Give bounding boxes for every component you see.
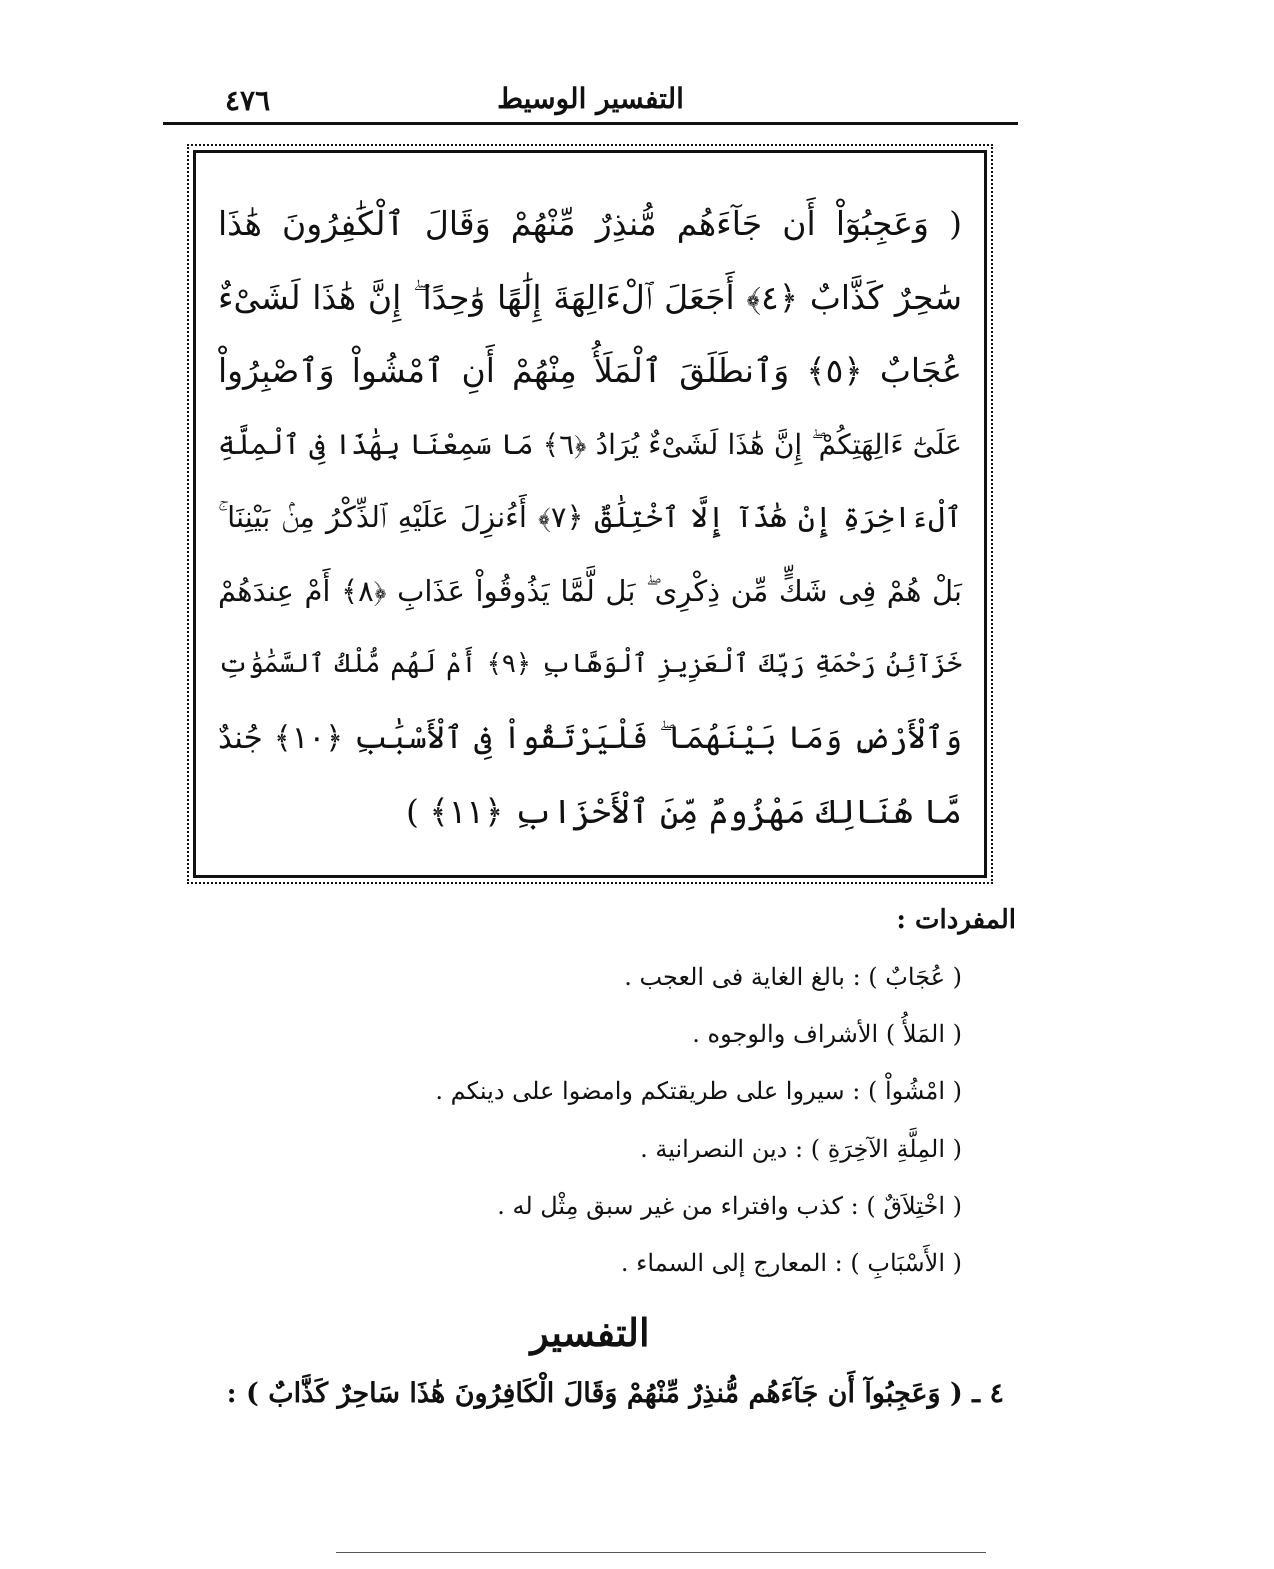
verse-lines <box>218 187 962 849</box>
vocabulary-heading: المفردات : <box>896 905 1016 935</box>
vocabulary-item: ( امْشُواْ ) : سيروا على طريقتكم وامضوا على دينكم . <box>435 1077 962 1106</box>
verse-line: بَلْ هُمْ فِى شَكٍّ مِّن ذِكْرِى ۖ بَل لَّمَّا يَذُوقُواْ عَذَابِ ﴿٨﴾ أَمْ عِندَهُمْ <box>218 573 963 608</box>
verse-line: مَّا هُنَالِكَ مَهْزُومٌ مِّنَ ٱلْأَحْزَابِ ﴿١١﴾ ) <box>406 792 962 831</box>
verse-line: خَزَآئِنُ رَحْمَةِ رَبِّكَ ٱلْعَزِيزِ ٱلْوَهَّابِ ﴿٩﴾ أَمْ لَهُم مُّلْكُ ٱلسَّمَٰوَٰتِ <box>218 649 963 679</box>
footer-divider <box>336 1552 986 1553</box>
verse-line: وَٱلْأَرْضِ وَمَا بَيْنَهُمَا ۖ فَلْيَرْتَقُواْ فِى ٱلْأَسْبَٰبِ ﴿١٠﴾ جُندٌ <box>218 719 962 756</box>
verse-line: ٱلْءَاخِرَةِ إِنْ هَٰذَآ إِلَّا ٱخْتِلَٰقٌ ﴿٧﴾ أَءُنزِلَ عَلَيْهِ ٱلذِّكْرُ مِنۢ بَيْنِنَا ۚ <box>218 500 963 534</box>
verse-line: عُجَابٌ ﴿٥﴾ وَٱنطَلَقَ ٱلْمَلَأُ مِنْهُمْ أَنِ ٱمْشُواْ وَٱصْبِرُواْ <box>218 351 962 390</box>
commentary-title: التفسير <box>530 1310 650 1355</box>
running-title: التفسير الوسيط <box>497 82 684 115</box>
verse-line: عَلَىٰٓ ءَالِهَتِكُمْ ۖ إِنَّ هَٰذَا لَشَىْءٌ يُرَادُ ﴿٦﴾ مَا سَمِعْنَا بِهَٰذَا فِى ٱلْمِلَّةِ <box>218 427 962 461</box>
vocabulary-item: ( عُجَابٌ ) : بالغ الغاية فى العجب . <box>624 963 962 991</box>
vocabulary-list <box>262 955 962 1298</box>
page-number: ٤٧٦ <box>225 84 271 117</box>
vocabulary-item: ( الأَسْبَابِ ) : المعارج إلى السماء . <box>620 1248 962 1277</box>
vocabulary-item: ( اخْتِلاَقٌ ) : كذب وافتراء من غير سبق مِثْل له . <box>497 1191 962 1220</box>
commentary-first-line: ٤ ـ ( وَعَجِبُوآ أَن جَآءَهُم مُّنذِرٌ مِّنْهُمْ وَقَالَ الْكَافِرُونَ هَٰذَا سَاحِرٌ كَذَّابٌ ) : <box>226 1378 1004 1409</box>
vocabulary-item: ( المَلأُ ) الأشراف والوجوه . <box>692 1020 962 1049</box>
page-header <box>163 78 1018 125</box>
verse-line: سَٰحِرٌ كَذَّابٌ ﴿٤﴾ أَجَعَلَ ٱلْءَالِهَةَ إِلَٰهًا وَٰحِدًا ۖ إِنَّ هَٰذَا لَشَىْءٌ <box>218 277 962 317</box>
vocabulary-item: ( المِلَّةِ الآخِرَةِ ) : دين النصرانية . <box>640 1134 962 1163</box>
quran-verse-frame <box>193 150 987 878</box>
verse-line: ( وَعَجِبُوٓاْ أَن جَآءَهُم مُّنذِرٌ مِّنْهُمْ وَقَالَ ٱلْكَٰفِرُونَ هَٰذَا <box>218 204 962 243</box>
